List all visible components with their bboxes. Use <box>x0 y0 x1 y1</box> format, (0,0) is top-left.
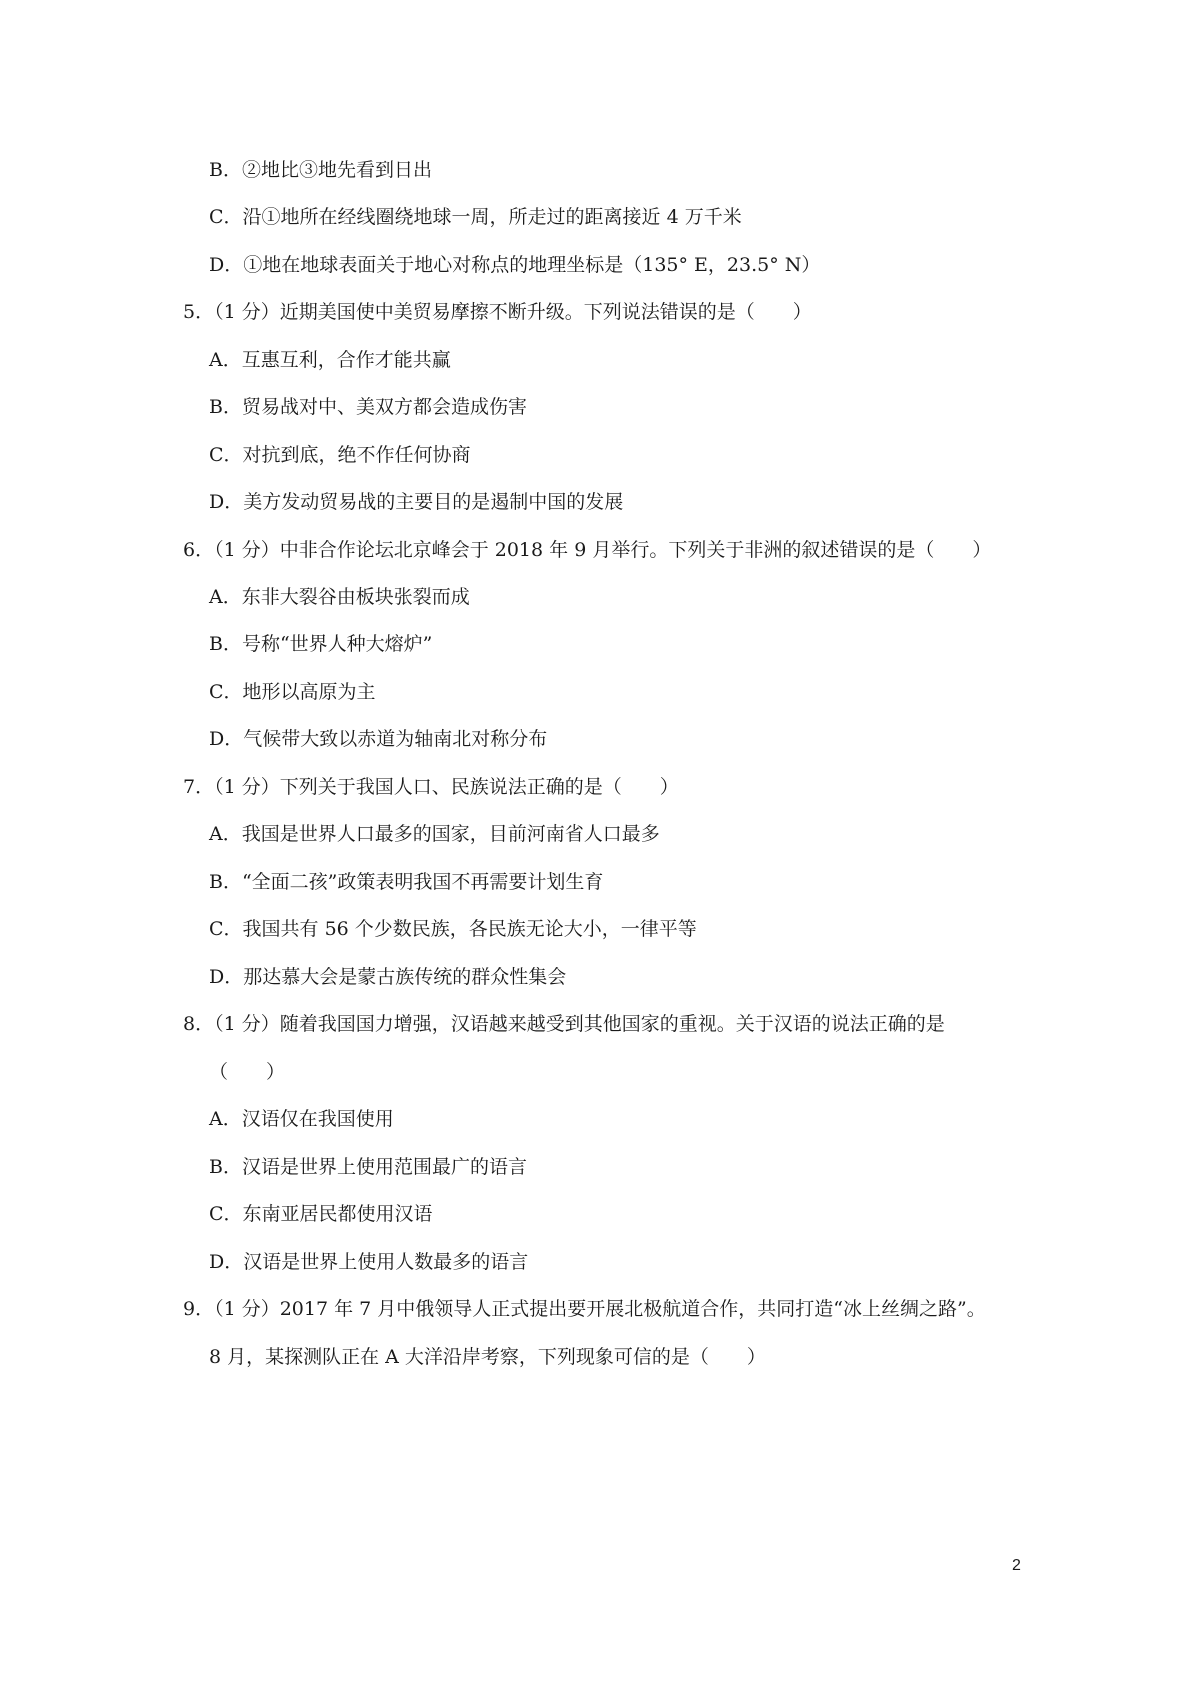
page-number: 2 <box>1012 1557 1021 1574</box>
option-6b: B．号称“世界人种大熔炉” <box>209 633 433 655</box>
option-4c: C．沿①地所在经线圈绕地球一周，所走过的距离接近 4 万千米 <box>209 206 742 228</box>
option-6a: A．东非大裂谷由板块张裂而成 <box>209 586 470 608</box>
question-9: 9．（1 分）2017 年 7 月中俄领导人正式提出要开展北极航道合作，共同打造“冰上丝绸之路”。 <box>183 1298 986 1320</box>
question-9-continued: 8 月，某探测队正在 A 大洋沿岸考察，下列现象可信的是（ ） <box>209 1346 766 1368</box>
option-6c: C．地形以高原为主 <box>209 681 376 703</box>
question-6: 6．（1 分）中非合作论坛北京峰会于 2018 年 9 月举行。下列关于非洲的叙述错误的是（ ） <box>183 539 992 561</box>
option-7c: C．我国共有 56 个少数民族，各民族无论大小，一律平等 <box>209 918 697 940</box>
question-8: 8．（1 分）随着我国国力增强，汉语越来越受到其他国家的重视。关于汉语的说法正确的是 <box>183 1013 945 1035</box>
option-5c: C．对抗到底，绝不作任何协商 <box>209 444 471 466</box>
option-8c: C．东南亚居民都使用汉语 <box>209 1203 433 1225</box>
option-8b: B．汉语是世界上使用范围最广的语言 <box>209 1156 527 1178</box>
question-7: 7．（1 分）下列关于我国人口、民族说法正确的是（ ） <box>183 776 679 798</box>
option-5d: D．美方发动贸易战的主要目的是遏制中国的发展 <box>209 491 624 513</box>
option-5a: A．互惠互利，合作才能共赢 <box>209 349 451 371</box>
option-8a: A．汉语仅在我国使用 <box>209 1108 394 1130</box>
option-7b: B．“全面二孩”政策表明我国不再需要计划生育 <box>209 871 604 893</box>
option-6d: D．气候带大致以赤道为轴南北对称分布 <box>209 728 548 750</box>
question-5: 5．（1 分）近期美国使中美贸易摩擦不断升级。下列说法错误的是（ ） <box>183 301 812 323</box>
question-8-bracket: （ ） <box>209 1061 286 1083</box>
option-4b: B．②地比③地先看到日出 <box>209 159 432 181</box>
option-7d: D．那达慕大会是蒙古族传统的群众性集会 <box>209 966 567 988</box>
option-4d: D．①地在地球表面关于地心对称点的地理坐标是（135° E，23.5° N） <box>209 254 821 276</box>
option-7a: A．我国是世界人口最多的国家，目前河南省人口最多 <box>209 823 660 845</box>
option-8d: D．汉语是世界上使用人数最多的语言 <box>209 1251 529 1273</box>
option-5b: B．贸易战对中、美双方都会造成伤害 <box>209 396 527 418</box>
